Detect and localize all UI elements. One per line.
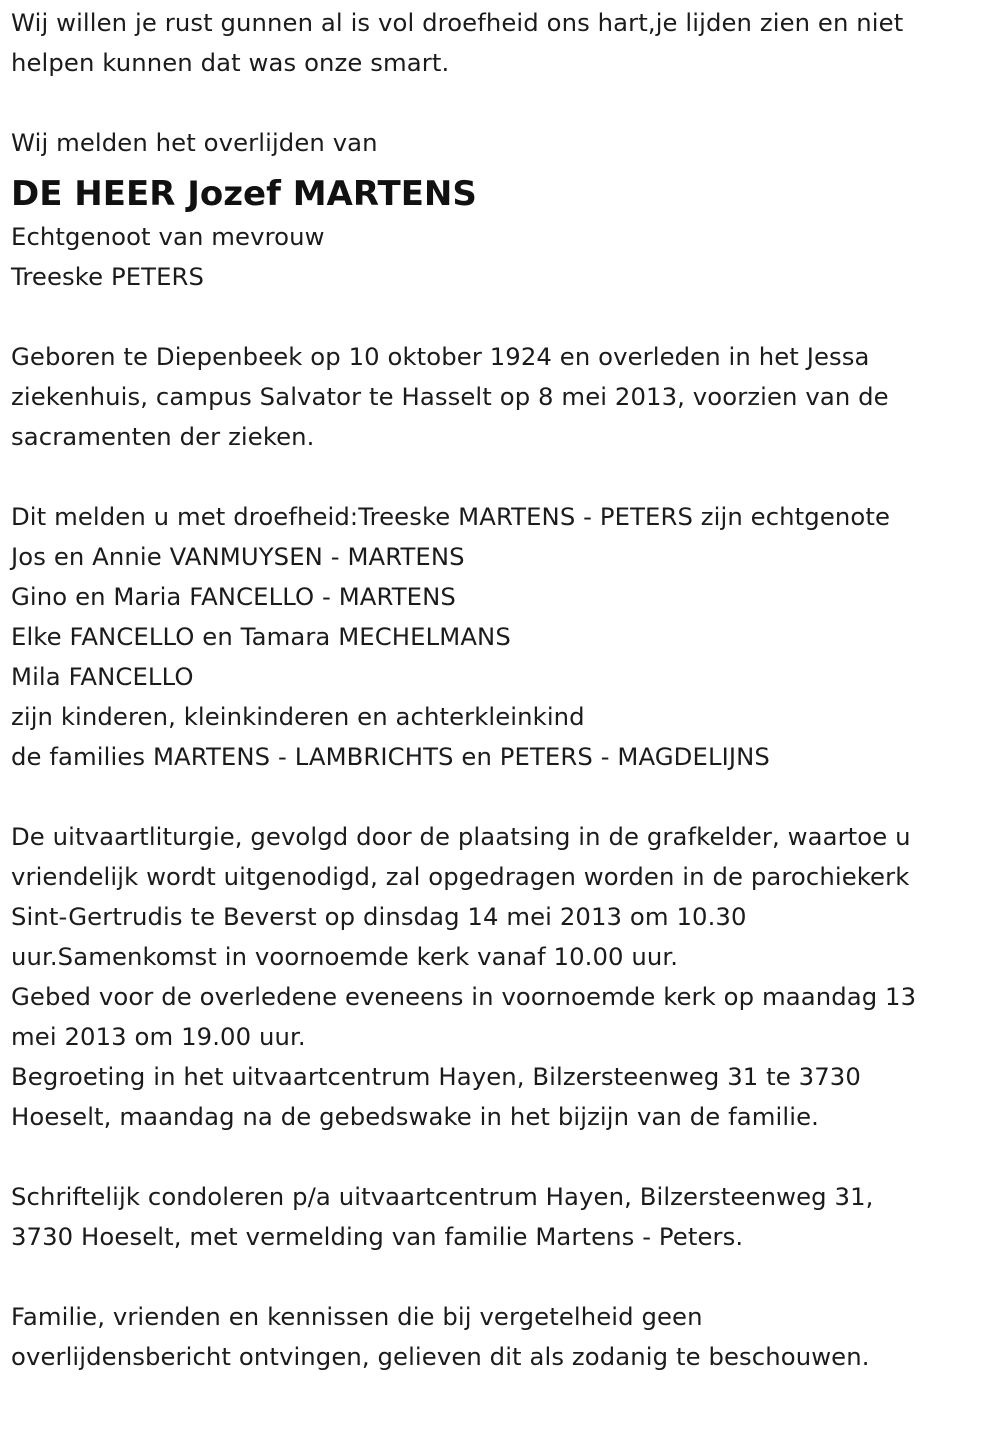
condolences-line: Schriftelijk condoleren p/a uitvaartcentrum Hayen, Bilzersteenweg 31, [11,1182,874,1211]
funeral-line: mei 2013 om 19.00 uur. [11,1022,306,1051]
funeral-line: vriendelijk wordt uitgenodigd, zal opgedragen worden in de parochiekerk [11,862,910,891]
condolences-block [11,1177,991,1257]
death-notice [11,3,991,1377]
funeral-line: Gebed voor de overledene eveneens in voornoemde kerk op maandag 13 [11,982,917,1011]
birth-death-line: ziekenhuis, campus Salvator te Hasselt op 8 mei 2013, voorzien van de [11,382,889,411]
spouse-line: Echtgenoot van mevrouw [11,222,325,251]
funeral-line: Sint-Gertrudis te Beverst op dinsdag 14 mei 2013 om 10.30 [11,902,747,931]
funeral-line: De uitvaartliturgie, gevolgd door de plaatsing in de grafkelder, waartoe u [11,822,911,851]
funeral-line: Hoeselt, maandag na de gebedswake in het bijzijn van de familie. [11,1102,819,1131]
funeral-block [11,817,991,1137]
family-line: de families MARTENS - LAMBRICHTS en PETERS - MAGDELIJNS [11,742,770,771]
intro-text: Wij melden het overlijden van [11,128,378,157]
spacer [11,1257,991,1297]
birth-death-line: sacramenten der zieken. [11,422,315,451]
birth-death-line: Geboren te Diepenbeek op 10 oktober 1924 en overleden in het Jessa [11,342,870,371]
spacer [11,297,991,337]
spouse-line: Treeske PETERS [11,262,205,291]
family-line: Gino en Maria FANCELLO - MARTENS [11,582,456,611]
spacer [11,777,991,817]
family-line: Jos en Annie VANMUYSEN - MARTENS [11,542,465,571]
verse-line: Wij willen je rust gunnen al is vol droefheid ons hart,je lijden zien en niet [11,8,904,37]
family-line: Elke FANCELLO en Tamara MECHELMANS [11,622,511,651]
family-line: Mila FANCELLO [11,662,194,691]
funeral-line: Begroeting in het uitvaartcentrum Hayen, Bilzersteenweg 31 te 3730 [11,1062,861,1091]
family-block [11,497,991,777]
closing-line: overlijdensbericht ontvingen, gelieven dit als zodanig te beschouwen. [11,1342,870,1371]
spouse-block [11,217,991,297]
closing-line: Familie, vrienden en kennissen die bij vergetelheid geen [11,1302,703,1331]
spacer [11,83,991,123]
deceased-name: DE HEER Jozef MARTENS [11,174,477,214]
condolences-line: 3730 Hoeselt, met vermelding van familie Martens - Peters. [11,1222,744,1251]
closing-block [11,1297,991,1377]
birth-death-block [11,337,991,457]
spacer [11,1137,991,1177]
verse-line: helpen kunnen dat was onze smart. [11,48,450,77]
spacer [11,457,991,497]
verse-block [11,3,991,83]
funeral-line: uur.Samenkomst in voornoemde kerk vanaf 10.00 uur. [11,942,679,971]
family-line: Dit melden u met droefheid:Treeske MARTENS - PETERS zijn echtgenote [11,502,891,531]
family-line: zijn kinderen, kleinkinderen en achterkleinkind [11,702,585,731]
